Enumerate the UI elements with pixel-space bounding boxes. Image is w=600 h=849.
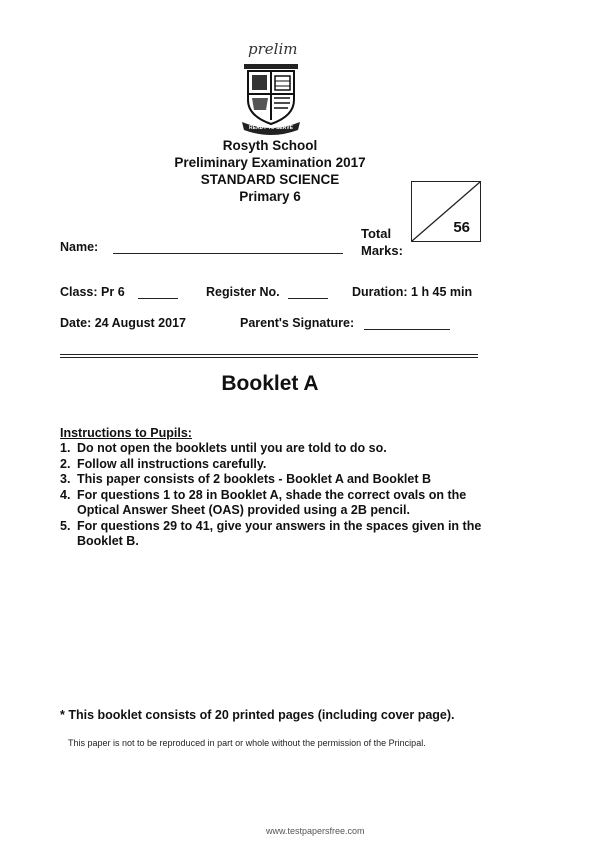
footer-watermark: www.testpapersfree.com [266,826,365,836]
instruction-text: Follow all instructions carefully. [77,456,267,471]
total-label-line2: Marks: [361,243,403,258]
total-label-line1: Total [361,226,392,241]
signature-label: Parent's Signature: [240,316,355,330]
handwritten-prelim-note: prelim [248,40,298,58]
date-text: Date: 24 August 2017 [60,316,186,330]
marks-box [411,181,481,242]
register-label: Register No. [206,285,280,299]
divider-rule [60,354,478,358]
instruction-number: 5. [60,518,71,533]
booklet-title: Booklet A [221,372,319,395]
total-marks-label [361,225,403,259]
total-marks-value: 56 [453,219,470,236]
class-blank-line[interactable] [138,298,178,299]
subject-title: STANDARD SCIENCE [200,172,340,187]
level-title: Primary 6 [239,189,301,204]
instruction-text: For questions 29 to 41, give your answers in the spaces given in the Booklet B. [77,518,482,548]
class-value: Pr 6 [101,285,125,299]
instruction-item [60,488,490,519]
exam-title: Preliminary Examination 2017 [174,155,366,170]
instruction-number: 1. [60,441,71,455]
instruction-item [60,441,490,457]
instruction-item [60,472,490,488]
instruction-text: Do not open the booklets until you are told to do so. [77,441,387,455]
duration-text: Duration: 1 h 45 min [352,285,473,299]
crest-motto: READY TO SERVE [249,125,293,131]
class-field [60,285,125,299]
instruction-number: 2. [60,456,71,471]
name-label: Name: [60,240,99,254]
copyright-notice: This paper is not to be reproduced in part or whole without the permission of the Principal. [68,738,426,748]
instruction-text: For questions 1 to 28 in Booklet A, shade the correct ovals on the Optical Answer Sheet (OAS) provided using a 2B pencil. [77,487,467,517]
instructions-heading: Instructions to Pupils: [60,426,192,440]
instruction-number: 3. [60,472,71,486]
instruction-number: 4. [60,487,71,502]
school-crest-logo [240,62,302,138]
signature-blank-line[interactable] [364,329,450,330]
instructions-list [60,441,490,550]
name-blank-line[interactable] [113,253,343,254]
school-name: Rosyth School [222,138,318,153]
page-count-note: * This booklet consists of 20 printed pages (including cover page). [60,708,455,722]
instruction-item [60,519,490,550]
register-blank-line[interactable] [288,298,328,299]
instruction-text: This paper consists of 2 booklets - Booklet A and Booklet B [77,472,431,486]
class-label: Class: [60,285,98,299]
instruction-item [60,457,490,473]
